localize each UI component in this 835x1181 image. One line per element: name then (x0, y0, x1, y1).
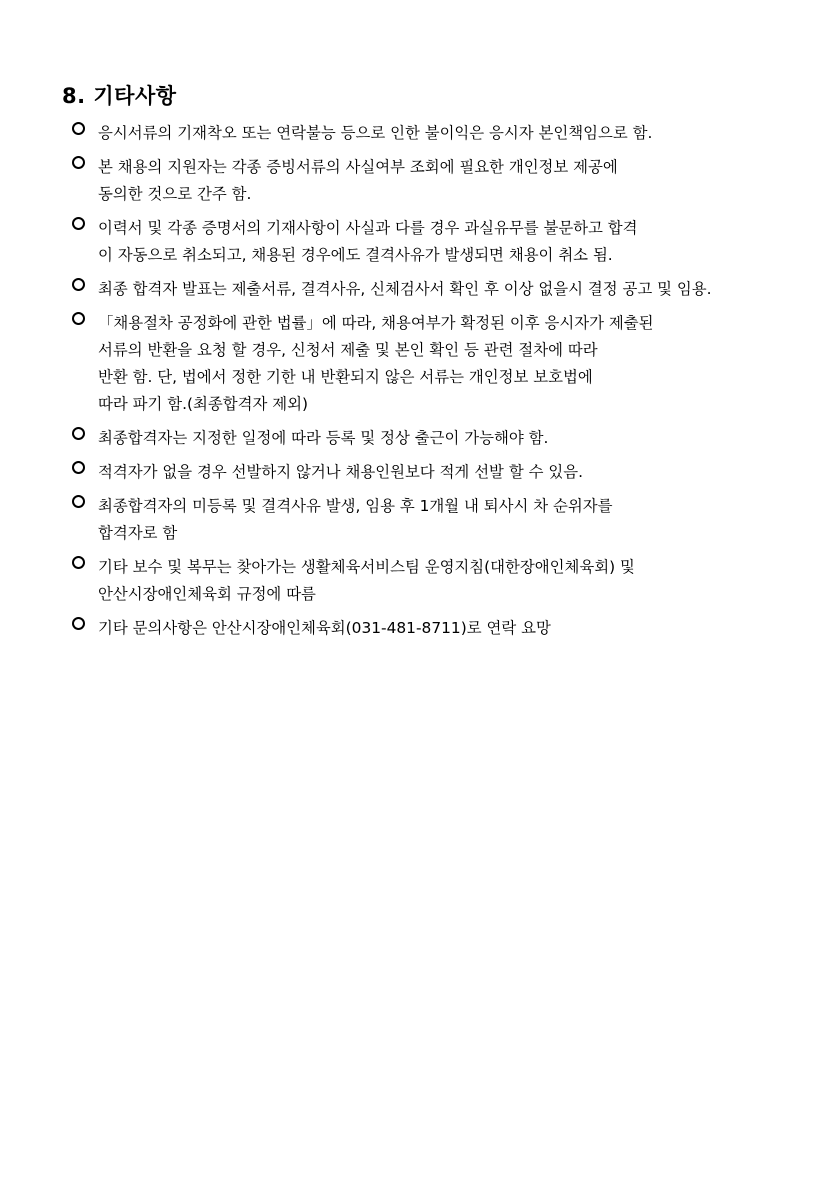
circle-bullet-icon (72, 495, 85, 508)
item-text-line: 서류의 반환을 요청 할 경우, 신청서 제출 및 본인 확인 등 관련 절차에 따라 (98, 341, 598, 359)
list-item (72, 154, 777, 208)
circle-bullet-icon (72, 278, 85, 291)
item-text (98, 154, 777, 208)
list-item (72, 310, 777, 418)
item-text-line: 「채용절차 공정화에 관한 법률」에 따라, 채용여부가 확정된 이후 응시자가 제출된 (98, 314, 654, 332)
circle-bullet-icon (72, 461, 85, 474)
item-text-line: 이력서 및 각종 증명서의 기재사항이 사실과 다를 경우 과실유무를 불문하고 합격 (98, 219, 638, 237)
item-text-line: 안산시장애인체육회 규정에 따름 (98, 585, 316, 603)
item-text-line: 반환 함. 단, 법에서 정한 기한 내 반환되지 않은 서류는 개인정보 보호법에 (98, 368, 593, 386)
item-text (98, 276, 777, 303)
item-text-line: 최종 합격자 발표는 제출서류, 결격사유, 신체검사서 확인 후 이상 없을시 결정 공고 및 임용. (98, 280, 712, 298)
item-text-line: 적격자가 없을 경우 선발하지 않거나 채용인원보다 적게 선발 할 수 있음. (98, 463, 583, 481)
list-item (72, 493, 777, 547)
circle-bullet-icon (72, 217, 85, 230)
circle-bullet-icon (72, 122, 85, 135)
section-title: 8. 기타사항 (62, 84, 177, 108)
item-text (98, 120, 777, 147)
list-item (72, 425, 777, 452)
circle-bullet-icon (72, 427, 85, 440)
item-text-line: 따라 파기 함.(최종합격자 제외) (98, 395, 308, 413)
item-text (98, 615, 777, 642)
list-item (72, 276, 777, 303)
item-text (98, 554, 777, 608)
item-text-line: 이 자동으로 취소되고, 채용된 경우에도 결격사유가 발생되면 채용이 취소 됨. (98, 246, 613, 264)
circle-bullet-icon (72, 312, 85, 325)
item-text-line: 동의한 것으로 간주 함. (98, 185, 252, 203)
list-item (72, 615, 777, 642)
item-text-line: 최종합격자의 미등록 및 결격사유 발생, 임용 후 1개월 내 퇴사시 차 순위자를 (98, 497, 613, 515)
circle-bullet-icon (72, 617, 85, 630)
list-item (72, 459, 777, 486)
circle-bullet-icon (72, 156, 85, 169)
item-list (72, 120, 777, 649)
list-item (72, 554, 777, 608)
list-item (72, 120, 777, 147)
item-text (98, 215, 777, 269)
item-text (98, 459, 777, 486)
item-text-line: 기타 문의사항은 안산시장애인체육회(031-481-8711)로 연락 요망 (98, 619, 551, 637)
item-text (98, 493, 777, 547)
circle-bullet-icon (72, 556, 85, 569)
item-text-line: 본 채용의 지원자는 각종 증빙서류의 사실여부 조회에 필요한 개인정보 제공에 (98, 158, 618, 176)
item-text-line: 최종합격자는 지정한 일정에 따라 등록 및 정상 출근이 가능해야 함. (98, 429, 549, 447)
list-item (72, 215, 777, 269)
item-text-line: 응시서류의 기재착오 또는 연락불능 등으로 인한 불이익은 응시자 본인책임으로 함. (98, 124, 653, 142)
item-text-line: 합격자로 함 (98, 524, 178, 542)
item-text-line: 기타 보수 및 복무는 찾아가는 생활체육서비스팀 운영지침(대한장애인체육회) 및 (98, 558, 635, 576)
item-text (98, 425, 777, 452)
item-text (98, 310, 777, 418)
